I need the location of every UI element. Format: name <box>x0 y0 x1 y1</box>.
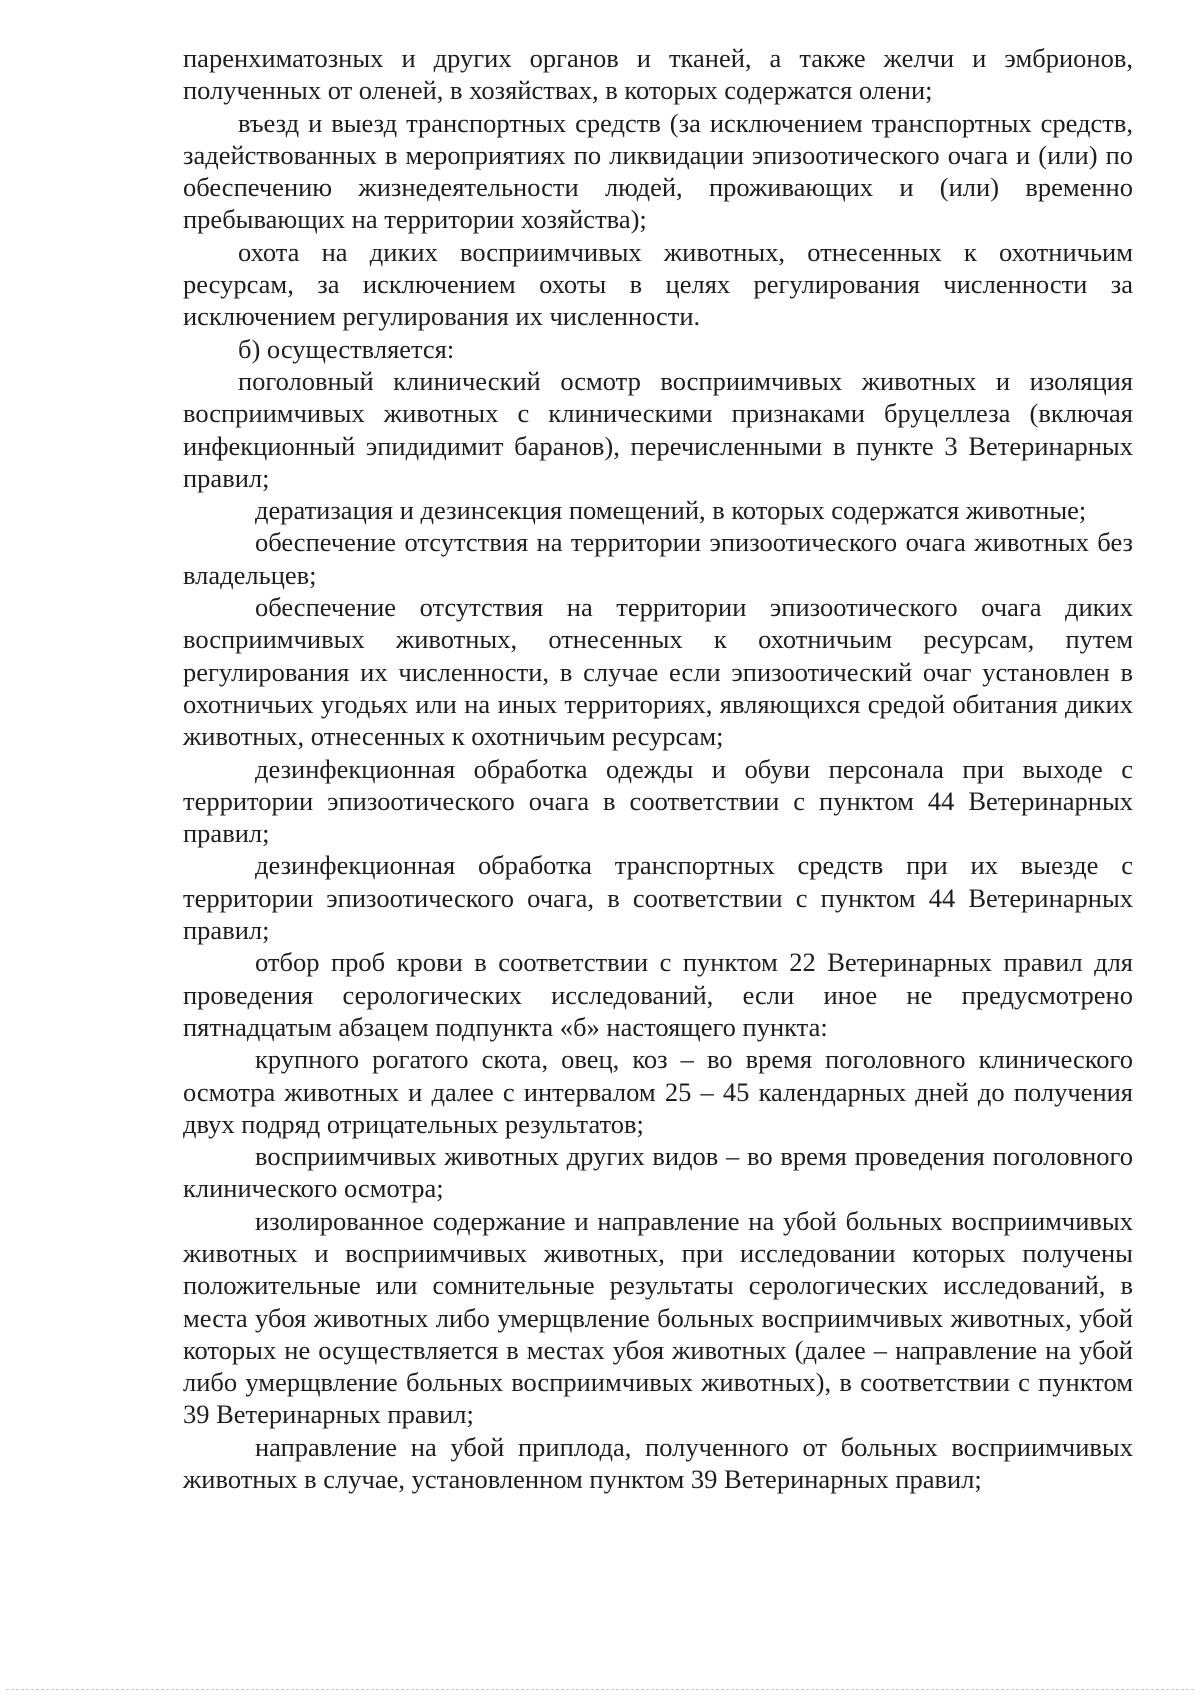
paragraph-organs-tissues: паренхиматозных и других органов и тканей, а также желчи и эмбрионов, полученных от оленей, в хозяйствах, в которых содержатся олени; <box>183 43 1133 106</box>
page-bottom-edge <box>6 1689 1194 1690</box>
paragraph-other-species: восприимчивых животных других видов – во время проведения поголовного клинического осмотра; <box>183 1141 1133 1204</box>
paragraph-deratization: дератизация и дезинсекция помещений, в которых содержатся животные; <box>255 495 1087 526</box>
paragraph-wild-animals: обеспечение отсутствия на территории эпизоотического очага диких восприимчивых животных, отнесенных к охотничьим ресурсам, путем регулирования их численности, в случае если эпизоотический очаг установлен в охотничьих угодьях или на иных территориях, являющихся средой обитания диких животных, отнесенных к охотничьим ресурсам; <box>183 592 1133 752</box>
paragraph-clothing-disinfection: дезинфекционная обработка одежды и обуви персонала при выходе с территории эпизоотического очага в соответствии с пунктом 44 Ветеринарных правил; <box>183 753 1133 849</box>
paragraph-isolation-slaughter: изолированное содержание и направление на убой больных восприимчивых животных и восприимчивых животных, при исследовании которых получены положительные или сомнительные результаты серологических исследований, в места убоя животных либо умерщвление больных восприимчивых животных, убой которых не осуществляется в местах убоя животных (далее – направление на убой либо умерщвление больных восприимчивых животных), в соответствии с пунктом 39 Ветеринарных правил; <box>183 1205 1133 1430</box>
paragraph-ownerless-animals: обеспечение отсутствия на территории эпизоотического очага животных без владельцев; <box>183 527 1133 590</box>
document-body <box>183 42 1133 1495</box>
paragraph-vehicle-disinfection: дезинфекционная обработка транспортных средств при их выезде с территории эпизоотического очага, в соответствии с пунктом 44 Ветеринарных правил; <box>183 850 1133 946</box>
paragraph-offspring-slaughter: направление на убой приплода, полученного от больных восприимчивых животных в случае, установленном пунктом 39 Ветеринарных правил; <box>183 1431 1133 1495</box>
paragraph-subsection-b-heading: б) осуществляется: <box>238 333 455 364</box>
paragraph-vehicle-entry-exit: въезд и выезд транспортных средств (за исключением транспортных средств, задействованных в мероприятиях по ликвидации эпизоотического очага и (или) по обеспечению жизнедеятельности людей, проживающих и (или) временно пребывающих на территории хозяйства); <box>183 107 1133 235</box>
paragraph-hunting-ban: охота на диких восприимчивых животных, отнесенных к охотничьим ресурсам, за исключением охоты в целях регулирования численности за исключением регулирования их численности. <box>183 236 1133 332</box>
paragraph-blood-sampling: отбор проб крови в соответствии с пунктом 22 Ветеринарных правил для проведения серологических исследований, если иное не предусмотрено пятнадцатым абзацем подпункта «б» настоящего пункта: <box>183 947 1133 1042</box>
paragraph-cattle-sheep-goats: крупного рогатого скота, овец, коз – во время поголовного клинического осмотра животных и далее с интервалом 25 – 45 календарных дней до получения двух подряд отрицательных результатов; <box>183 1044 1133 1139</box>
paragraph-clinical-examination: поголовный клинический осмотр восприимчивых животных и изоляция восприимчивых животных с клиническими признаками бруцеллеза (включая инфекционный эпидидимит баранов), перечисленными в пункте 3 Ветеринарных правил; <box>183 365 1133 493</box>
